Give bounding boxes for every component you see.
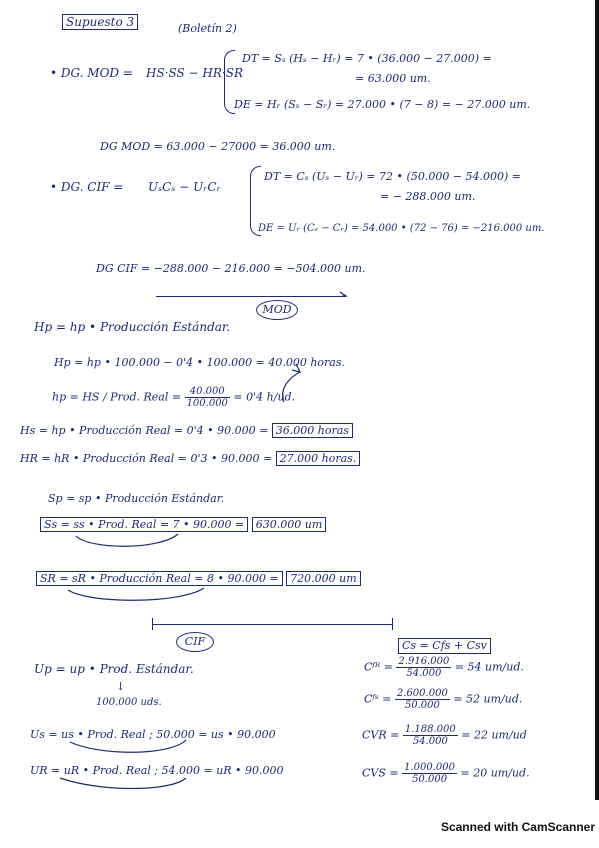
ss-arrow xyxy=(76,534,178,546)
sr-line: SR = sR • Producción Real = 8 • 90.000 = xyxy=(36,571,283,586)
dg-mod-de-line: DE = Hᵣ (Sₛ − Sᵣ) = 27.000 • (7 − 8) = − 27.000 um. xyxy=(234,98,531,111)
ur-line: UR = uR • Prod. Real ; 54.000 = uR • 90.000 xyxy=(30,764,284,777)
cif-tag: CIF xyxy=(176,632,214,652)
hr-line: HR = hR • Producción Real = 0'3 • 90.000 = xyxy=(20,452,273,465)
cost-row-numerator: 2.600.000 xyxy=(396,688,448,699)
cost-row-label: Cᶠᴿ = xyxy=(364,660,393,674)
hp-fraction-lead: hp = HS / Prod. Real = xyxy=(52,390,182,404)
cost-row-denominator: 50.000 xyxy=(412,774,448,785)
dg-mod-formula: HS·SS − HR·SR xyxy=(146,66,243,80)
hp-arrow-head xyxy=(292,364,300,372)
us-line: Us = us • Prod. Real ; 50.000 = us • 90.000 xyxy=(30,728,276,741)
mod-divider-arrowhead xyxy=(340,292,346,296)
page-title: Supuesto 3 xyxy=(62,14,138,30)
hp-arrow xyxy=(283,372,300,402)
hp-fraction-denominator: 100.000 xyxy=(186,398,228,409)
cost-row-numerator: 2.916.000 xyxy=(398,656,450,667)
sp-definition: Sp = sp • Producción Estándar. xyxy=(48,492,225,505)
dg-mod-total: DG MOD = 63.000 − 27000 = 36.000 um. xyxy=(100,140,336,153)
cost-row-result: = 20 um/ud. xyxy=(460,766,530,780)
mod-tag: MOD xyxy=(256,300,298,320)
sr-arrow xyxy=(68,588,204,600)
cost-row-numerator: 1.188.000 xyxy=(404,724,456,735)
up-definition: Up = up • Prod. Estándar. xyxy=(34,662,194,676)
hp-fraction-numerator: 40.000 xyxy=(185,386,230,398)
us-arrow xyxy=(70,740,186,752)
cost-row-numerator: 1.000.000 xyxy=(404,762,456,773)
ss-line: Ss = ss • Prod. Real = 7 • 90.000 = xyxy=(40,517,248,532)
up-arrow-glyph: ↓ xyxy=(116,680,126,693)
cost-row-label: CVS = xyxy=(362,766,399,780)
cost-row-result: = 52 um/ud. xyxy=(453,692,523,706)
cost-row-label: CVR = xyxy=(362,728,400,742)
scanner-watermark: Scanned with CamScanner xyxy=(440,820,595,834)
hs-line: Hs = hp • Producción Real = 0'4 • 90.000 = xyxy=(20,424,269,437)
ur-arrow xyxy=(60,778,186,789)
cost-row-result: = 22 um/ud xyxy=(461,728,527,742)
hp-fraction-tail: = 0'4 h/ud. xyxy=(233,390,296,404)
cs-formula-box: Cs = Cfs + Csv xyxy=(398,638,491,654)
cost-row-denominator: 54.000 xyxy=(406,668,442,679)
ss-result: 630.000 um xyxy=(252,517,327,532)
sr-result: 720.000 um xyxy=(286,571,361,586)
dg-mod-dt-line2: = 63.000 um. xyxy=(355,72,431,85)
hr-result: 27.000 horas. xyxy=(276,451,361,466)
hp-definition: Hp = hp • Producción Estándar. xyxy=(34,320,231,334)
hp-calculation: Hp = hp • 100.000 − 0'4 • 100.000 = 40.000 horas. xyxy=(54,356,346,369)
dg-cif-dt-line1: DT = Cₛ (Uₛ − Uᵣ) = 72 • (50.000 − 54.000) = xyxy=(264,170,522,183)
dg-cif-de-line: DE = Uᵣ (Cₛ − Cᵣ) = 54.000 • (72 − 76) = −216.000 um. xyxy=(258,223,545,234)
cost-row-result: = 54 um/ud. xyxy=(454,660,524,674)
up-units: 100.000 uds. xyxy=(96,697,162,708)
cost-row-denominator: 50.000 xyxy=(404,700,440,711)
dg-cif-total: DG CIF = −288.000 − 216.000 = −504.000 um. xyxy=(96,262,366,275)
header-note: (Boletín 2) xyxy=(178,22,237,35)
dg-mod-dt-line1: DT = Sₛ (Hₛ − Hᵣ) = 7 • (36.000 − 27.000) = xyxy=(242,52,492,65)
cost-row-denominator: 54.000 xyxy=(412,736,448,747)
dg-cif-formula: UₛCₛ − UᵣCᵣ xyxy=(148,180,221,194)
dg-mod-label: • DG. MOD = xyxy=(50,66,133,80)
dg-cif-label: • DG. CIF = xyxy=(50,180,124,194)
hs-result: 36.000 horas xyxy=(272,423,353,438)
dg-cif-dt-line2: = − 288.000 um. xyxy=(380,190,476,203)
cost-row-label: Cᶠˢ = xyxy=(364,692,392,706)
